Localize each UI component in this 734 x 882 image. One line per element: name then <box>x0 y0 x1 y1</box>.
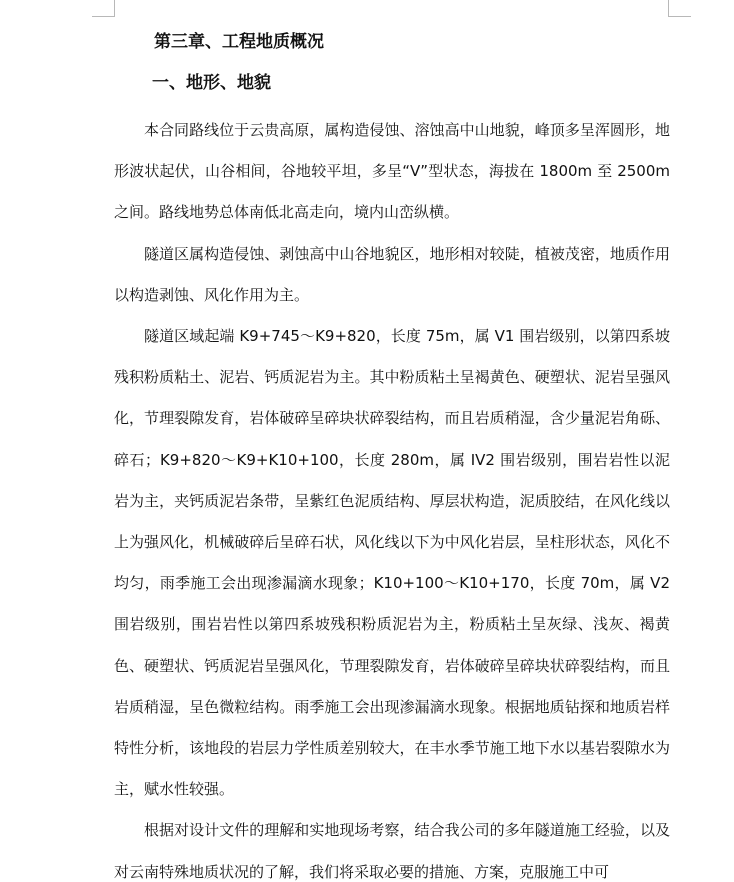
chapter-title: 第三章、工程地质概况 <box>154 32 324 52</box>
page-corner-mark-top-left-vertical <box>114 0 115 17</box>
page-corner-mark-top-left <box>92 16 114 17</box>
paragraph-construction-measures: 根据对设计文件的理解和实地现场考察，结合我公司的多年隧道施工经验，以及对云南特殊地质状况的了解，我们将采取必要的措施、方案，克服施工中可 <box>114 821 670 881</box>
page-corner-mark-top-right-vertical <box>668 0 669 17</box>
section-title: 一、地形、地貌 <box>152 73 271 93</box>
paragraph-rock-classification: 隧道区域起端 K9+745～K9+820，长度 75m，属 V1 围岩级别，以第四系坡残积粉质粘土、泥岩、钙质泥岩为主。其中粉质粘土呈褐黄色、硬塑状、泥岩呈强风化，节理裂隙发育，岩体破碎呈碎块状碎裂结构，而且岩质稍湿，含少量泥岩角砾、碎石；K9+820～K9+K10+100，长度 280m，属 IV2 围岩级别，围岩岩性以泥岩为主，夹钙质泥岩条带，呈紫红色泥质结构、厚层状构造，泥质胶结，在风化线以上为强风化，机械破碎后呈碎石状，风化线以下为中风化岩层，呈柱形状态，风化不均匀，雨季施工会出现渗漏滴水现象；K10+100～K10+170，长度 70m，属 V2 围岩级别，围岩岩性以第四系坡残积粉质泥岩为主，粉质粘土呈灰绿、浅灰、褐黄色、硬塑状、钙质泥岩呈强风化，节理裂隙发育，岩体破碎呈碎块状碎裂结构，而且岩质稍湿，呈色微粒结构。雨季施工会出现渗漏滴水现象。根据地质钻探和地质岩样特性分析，该地段的岩层力学性质差别较大，在丰水季节施工地下水以基岩裂隙水为主，赋水性较强。 <box>114 327 670 799</box>
paragraph-terrain: 本合同路线位于云贵高原，属构造侵蚀、溶蚀高中山地貌，峰顶多呈浑圆形，地形波状起伏，山谷相间，谷地较平坦，多呈“V”型状态，海拔在 1800m 至 2500m 之间。路线地势总体南低北高走向，境内山峦纵横。 <box>114 121 670 222</box>
body-text <box>114 110 670 882</box>
paragraph-tunnel-landform: 隧道区属构造侵蚀、剥蚀高中山谷地貌区，地形相对较陡，植被茂密，地质作用以构造剥蚀、风化作用为主。 <box>114 244 670 304</box>
page-corner-mark-top-right <box>669 16 691 17</box>
